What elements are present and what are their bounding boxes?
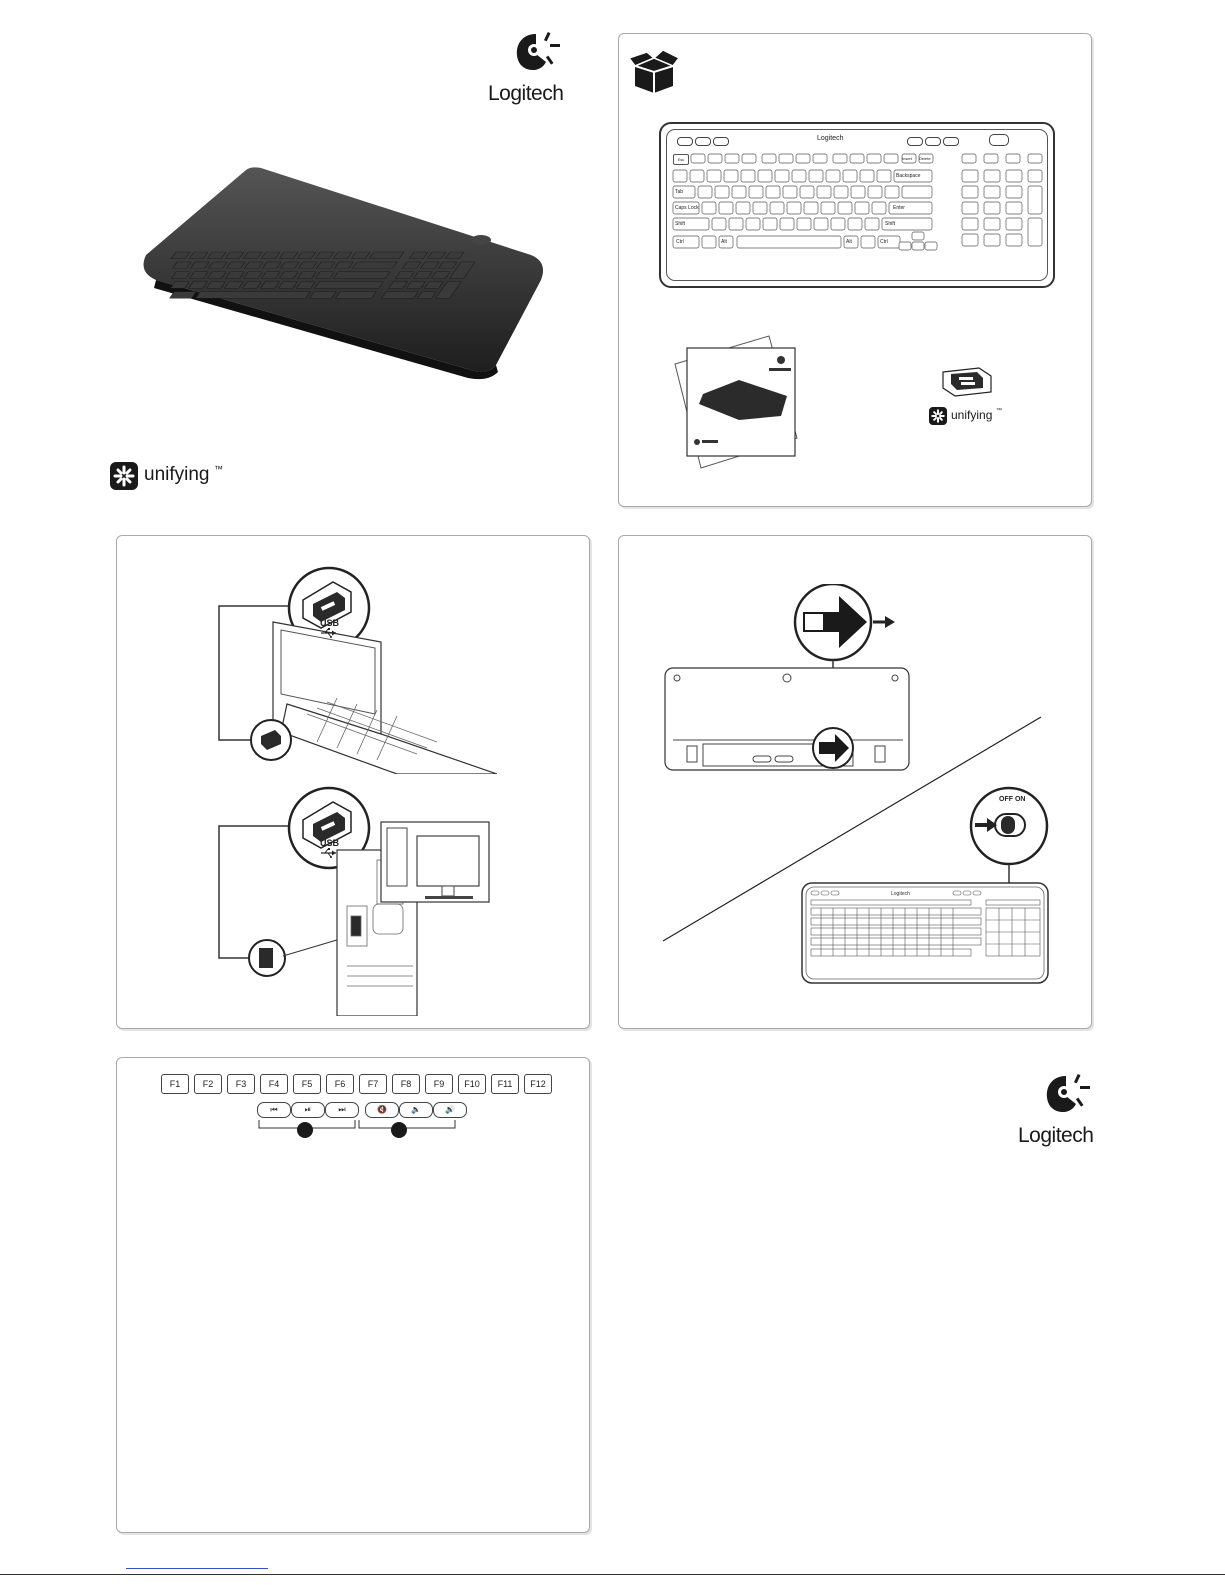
box-unifying-wordmark: unifying [951, 408, 993, 422]
diagram-keys-svg [667, 130, 1047, 280]
diagram-key-insert: Insert [902, 156, 913, 161]
box-icon [629, 48, 679, 94]
diagram-key-shift-right: Shift [885, 221, 896, 227]
function-key-row [161, 1074, 551, 1094]
keyboard-diagram [659, 122, 1055, 288]
keyboard-photo [136, 160, 556, 380]
fkey-f3: F3 [227, 1074, 255, 1094]
power-switch-label: OFF ON [999, 796, 1026, 803]
media-key-next: ⏭ [325, 1102, 359, 1118]
fkey-f1: F1 [161, 1074, 189, 1094]
fkey-f5: F5 [293, 1074, 321, 1094]
desktop-usb-illustration [217, 786, 497, 1016]
diagram-key-alt-left: Alt [721, 239, 727, 245]
logitech-eye-icon [506, 30, 566, 76]
logitech-eye-icon [1036, 1072, 1096, 1118]
keyboard-small-diagram [801, 882, 1049, 984]
media-key-volume-down: 🔉 [399, 1102, 433, 1118]
quick-start-guide-illustration [669, 334, 829, 474]
back-logo [1018, 1072, 1118, 1152]
usb-install-panel [116, 535, 590, 1029]
small-diagram-brand: Logitech [891, 891, 910, 897]
fkey-f7: F7 [359, 1074, 387, 1094]
fkey-f11: F11 [491, 1074, 519, 1094]
box-contents-panel [618, 33, 1092, 507]
media-key-callouts [257, 1120, 457, 1140]
unifying-star-icon [929, 407, 947, 425]
diagram-key-backspace: Backspace [896, 173, 921, 179]
media-key-mute: 🔇 [365, 1102, 399, 1118]
diagram-brand: Logitech [817, 135, 844, 142]
fkey-f2: F2 [194, 1074, 222, 1094]
diagram-key-esc: Esc [673, 154, 689, 165]
box-unifying-logo [929, 406, 1019, 428]
media-callout-dot [297, 1122, 313, 1138]
laptop-usb-label: USB [320, 618, 340, 628]
unifying-receiver-illustration [939, 364, 995, 400]
diagram-key-tab: Tab [675, 189, 684, 195]
diagram-key-enter: Enter [893, 205, 905, 211]
unifying-logo [110, 460, 250, 492]
volume-callout-dot [391, 1122, 407, 1138]
footer-rule [0, 1574, 1225, 1575]
diagram-key-alt-right: Alt [846, 239, 852, 245]
power-on-panel [618, 535, 1092, 1029]
diagram-key-caps: Caps Lock [675, 205, 699, 211]
logitech-wordmark: Logitech [488, 82, 564, 105]
function-keys-panel [116, 1057, 590, 1533]
laptop-usb-illustration [217, 564, 497, 774]
fkey-f8: F8 [392, 1074, 420, 1094]
media-key-play-pause: ⏯ [291, 1102, 325, 1118]
diagram-key-ctrl-left: Ctrl [676, 239, 684, 245]
media-key-volume-up: 🔊 [433, 1102, 467, 1118]
media-key-previous: ⏮ [257, 1102, 291, 1118]
unifying-star-icon [110, 462, 138, 490]
keyboard-diagram-inner [666, 129, 1048, 281]
cover-section [100, 20, 600, 510]
diagram-key-ctrl-right: Ctrl [880, 239, 888, 245]
usb-symbol-icon [320, 628, 338, 638]
box-unifying-tm: ™ [996, 408, 1002, 414]
logitech-wordmark: Logitech [1018, 1124, 1094, 1147]
logitech-logo [488, 30, 588, 110]
desktop-usb-label: USB [320, 838, 340, 848]
fkey-f6: F6 [326, 1074, 354, 1094]
media-key-row [257, 1102, 457, 1118]
fkey-f10: F10 [458, 1074, 486, 1094]
fkey-f12: F12 [524, 1074, 552, 1094]
diagram-key-shift-left: Shift [675, 221, 686, 227]
diagram-key-delete: Delete [919, 156, 931, 161]
usb-symbol-icon [320, 848, 338, 858]
fkey-f4: F4 [260, 1074, 288, 1094]
unifying-tm: ™ [214, 464, 223, 474]
fkey-f9: F9 [425, 1074, 453, 1094]
footer-link-underline[interactable] [126, 1568, 268, 1569]
unifying-wordmark: unifying [144, 464, 210, 485]
